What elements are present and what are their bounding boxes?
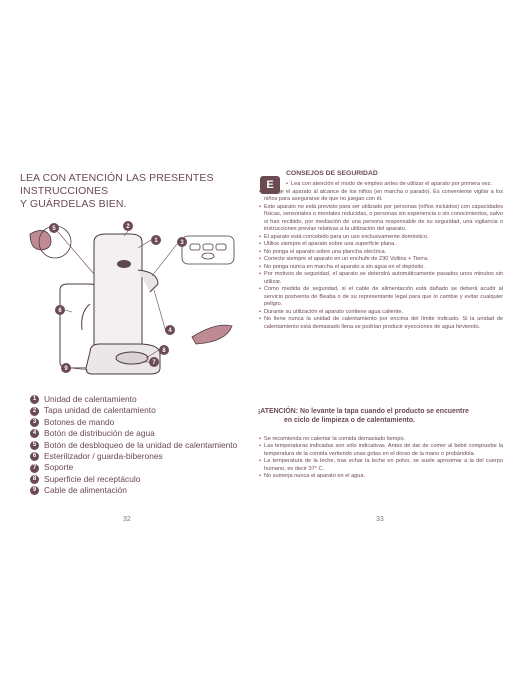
part-number: 7 bbox=[30, 464, 39, 473]
part-number: 2 bbox=[30, 407, 39, 416]
part-number: 8 bbox=[30, 475, 39, 484]
callout-3-number: 3 bbox=[180, 240, 184, 246]
list-item: • No ponga el aparato sobre una plancha eléctrica. bbox=[259, 249, 503, 257]
parts-list bbox=[30, 394, 255, 497]
list-item bbox=[30, 485, 255, 496]
sterilizer-handle bbox=[82, 304, 90, 330]
callout-2-number: 2 bbox=[126, 224, 130, 230]
list-item: • No llene nunca la unidad de calentamiento por encima del límite indicado. Si la unidad de calentamiento está demasiado llena se podrían producir eyecciones de agua hirviendo. bbox=[259, 316, 503, 331]
part-label: Botones de mando bbox=[44, 416, 115, 427]
page-number-left: 32 bbox=[123, 516, 131, 523]
list-item: • Las temperaturas indicadas son sólo indicativas. Antes de dar de comer al bebé compruebe la temperatura de la comida vertiendo unas gotas en el dorso de la mano o probándola. bbox=[259, 443, 503, 458]
control-panel-mark bbox=[117, 260, 131, 268]
list-item bbox=[30, 474, 255, 485]
part-label: Soporte bbox=[44, 462, 74, 473]
list-item bbox=[30, 405, 255, 416]
callout-7-number: 7 bbox=[152, 360, 156, 366]
heading-line-1: LEA CON ATENCIÓN LAS PRESENTES INSTRUCCIONES bbox=[20, 172, 214, 197]
list-item bbox=[30, 462, 255, 473]
detail-control-button-1 bbox=[190, 244, 200, 250]
detail-unlock-button bbox=[30, 230, 51, 250]
list-item: • Este aparato no está previsto para ser utilizado por personas (niños incluidos) con capacidades físicas, sensoriales o mentales reducidas, o personas sin experiencia o sin conocimientos, salvo si han recibido, por mediación de una persona responsable de su seguridad, una vigilancia o instrucciones previas relativas a la utilización del aparato. bbox=[259, 204, 503, 234]
safety-rules-list bbox=[259, 181, 503, 331]
device-illustration bbox=[20, 212, 248, 387]
heating-unit bbox=[94, 234, 142, 352]
detail-control-button-2 bbox=[203, 244, 213, 250]
list-item bbox=[30, 394, 255, 405]
list-item: • Durante su utilización el aparato contiene agua caliente. bbox=[259, 309, 503, 317]
list-item: • Se recomienda no calentar la comida demasiado tiempo. bbox=[259, 436, 503, 443]
list-item: • No sumerja nunca el aparato en el agua. bbox=[259, 473, 503, 480]
callout-6-number: 6 bbox=[58, 308, 62, 314]
list-item bbox=[30, 440, 255, 451]
page-heading bbox=[20, 172, 250, 211]
detail-control-button-3 bbox=[216, 244, 226, 250]
part-number: 6 bbox=[30, 452, 39, 461]
part-label: Unidad de calentamiento bbox=[44, 394, 137, 404]
detail-control-knob bbox=[202, 253, 214, 259]
attention-line-2: en ciclo de limpieza o de calentamiento. bbox=[284, 417, 415, 424]
part-number: 5 bbox=[30, 441, 39, 450]
callout-4-number: 4 bbox=[168, 328, 172, 334]
attention-line-1: ¡ATENCIÓN: No levante la tapa cuando el producto se encuentre bbox=[258, 408, 469, 415]
heading-line-2: Y GUÁRDELAS BIEN. bbox=[20, 198, 127, 210]
part-number: 1 bbox=[30, 395, 39, 404]
part-label: Esterilizador / guarda-biberones bbox=[44, 451, 163, 462]
part-label: Superficie del receptáculo bbox=[44, 473, 141, 484]
language-badge: E bbox=[260, 176, 280, 194]
list-item bbox=[30, 451, 255, 462]
page-number-right: 33 bbox=[376, 516, 384, 523]
list-item: • Lea con atención el modo de empleo antes de utilizar el aparato por primera vez. bbox=[259, 181, 503, 189]
list-item: • La temperatura de la leche, tras echar la leche en polvo, se suele aproximar a la del cuerpo humano, es decir 37° C. bbox=[259, 458, 503, 473]
list-item: • No ponga nunca en marcha el aparato a sin agua en el depósito. bbox=[259, 264, 503, 272]
list-item: • Como medida de seguridad, si el cable de alimentación está dañado se deberá acudir al servicio postventa de Beaba o de su representante legal para que lo cambie y evitar cualquier peligro. bbox=[259, 286, 503, 309]
part-label: Botón de distribución de agua bbox=[44, 428, 155, 439]
section-title: CONSEJOS DE SEGURIDAD bbox=[286, 170, 378, 177]
callout-5-number: 5 bbox=[52, 226, 56, 232]
list-item: • Conecte siempre el aparato en un enchufe de 230 Voltios + Tierra. bbox=[259, 256, 503, 264]
list-item: • Por motivos de seguridad, el aparato se detendrá automáticamente pasados unos minutos sin utilizar. bbox=[259, 271, 503, 286]
callout-1-number: 1 bbox=[154, 238, 158, 244]
list-item: • No deje el aparato al alcance de los niños (en marcha o parado). Es conveniente vigilar a los niños para asegurarse de que no juegan con él. bbox=[259, 189, 503, 204]
part-label: Tapa unidad de calentamiento bbox=[44, 405, 156, 416]
right-page bbox=[254, 0, 508, 696]
callout-9-number: 9 bbox=[64, 366, 68, 372]
list-item bbox=[30, 417, 255, 428]
detail-dispense-button bbox=[192, 325, 232, 344]
list-item: • Utilice siempre el aparato sobre una superficie plana. bbox=[259, 241, 503, 249]
part-label: Cable de alimentación bbox=[44, 485, 127, 496]
part-number: 4 bbox=[30, 429, 39, 438]
device-drawing bbox=[20, 212, 248, 387]
usage-tips-list bbox=[259, 436, 503, 480]
attention-warning bbox=[258, 407, 506, 425]
part-number: 9 bbox=[30, 486, 39, 495]
list-item: • El aparato está concebido para un uso exclusivamente doméstico. bbox=[259, 234, 503, 242]
list-item bbox=[30, 428, 255, 439]
part-number: 3 bbox=[30, 418, 39, 427]
part-label: Botón de desbloqueo de la unidad de calentamiento bbox=[44, 439, 238, 450]
callout-8-number: 8 bbox=[162, 348, 166, 354]
